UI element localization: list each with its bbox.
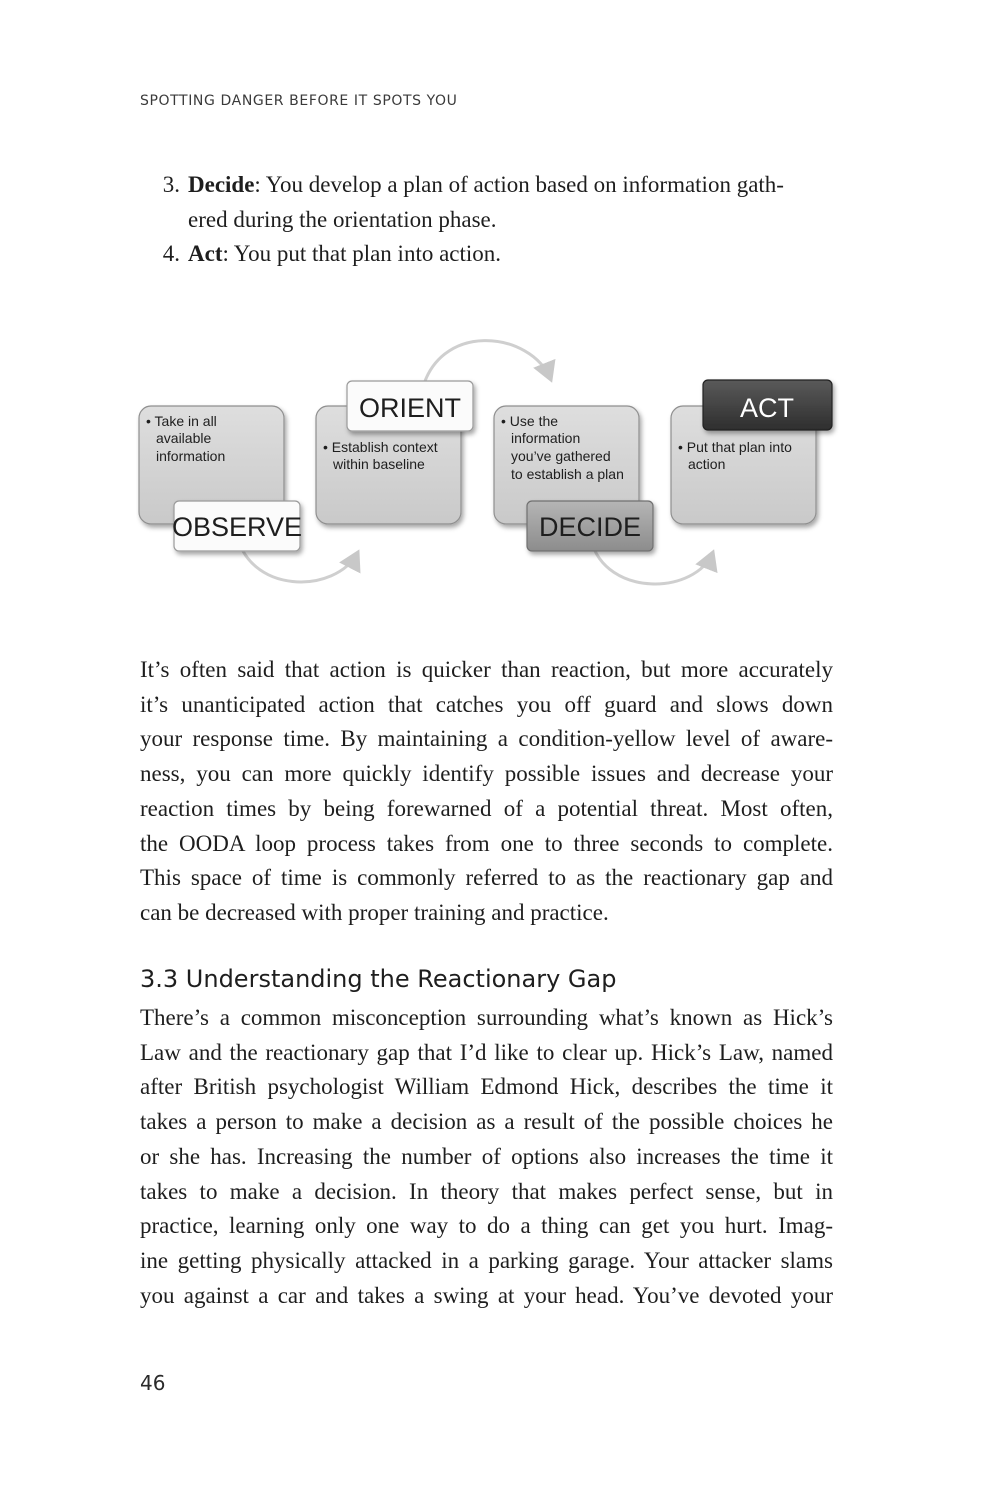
paragraph-line: It’s often said that action is quicker than reaction, but more accurately	[140, 657, 833, 682]
decide-label: DECIDE	[538, 512, 642, 542]
paragraph-line: ness, you can more quickly identify possible issues and decrease your	[140, 761, 833, 787]
paragraph	[140, 653, 833, 931]
paragraph-line: it’s unanticipated action that catches you off guard and slows down	[140, 691, 833, 717]
list-line: ered during the orientation phase.	[188, 206, 497, 232]
decide-block	[494, 406, 653, 551]
decide-bullet-line: you’ve gathered	[511, 448, 611, 464]
observe-bullet-line: available	[156, 430, 212, 446]
running-head: SPOTTING DANGER BEFORE IT SPOTS YOU	[140, 93, 458, 109]
list-line	[188, 237, 840, 272]
orient-bullet-line: • Establish context	[323, 439, 438, 455]
list-item	[140, 168, 840, 237]
list-text: : You put that plan into action.	[222, 241, 502, 266]
decide-bullet-line: information	[511, 430, 581, 446]
paragraph-line: your response time. By maintaining a condition-yellow level of aware-	[140, 726, 833, 752]
observe-block	[139, 406, 302, 551]
numbered-list	[140, 168, 840, 272]
list-term: Decide	[188, 172, 255, 197]
act-block	[671, 380, 832, 524]
act-bullet-line: action	[688, 456, 726, 472]
page-number: 46	[140, 1371, 166, 1395]
paragraph	[140, 1001, 833, 1313]
list-term: Act	[188, 241, 223, 266]
paragraph-line: takes to make a decision. In theory that makes perfect sense, but in	[140, 1178, 833, 1204]
observe-bullet-line: information	[156, 448, 226, 464]
paragraph-line: ine getting physically attacked in a parking garage. Your attacker slams	[140, 1247, 833, 1273]
decide-bullet-line: to establish a plan	[511, 466, 624, 482]
decide-bullet-line: • Use the	[501, 413, 559, 429]
paragraph-line: you against a car and takes a swing at your head. You’ve devoted your	[140, 1282, 833, 1308]
paragraph-line: There’s a common misconception surrounding what’s known as Hick’s	[140, 1005, 833, 1030]
paragraph-line: practice, learning only one way to do a thing can get you hurt. Imag-	[140, 1213, 833, 1239]
act-bullet-line: • Put that plan into	[678, 439, 792, 455]
list-item	[140, 237, 840, 272]
list-number: 3.	[162, 172, 180, 197]
paragraph-line: or she has. Increasing the number of options also increases the time it	[140, 1143, 833, 1169]
observe-label: OBSERVE	[171, 512, 303, 542]
paragraph-line: after British psychologist William Edmond Hick, describes the time it	[140, 1074, 833, 1100]
paragraph-line: takes a person to make a decision as a result of the possible choices he	[140, 1109, 833, 1135]
paragraph-line: the OODA loop process takes from one to three seconds to complete.	[140, 830, 833, 856]
act-label: ACT	[740, 393, 794, 423]
observe-bullet-line: • Take in all	[146, 413, 217, 429]
paragraph-line: can be decreased with proper training and practice.	[140, 899, 609, 925]
list-text: : You develop a plan of action based on information gath-	[254, 172, 784, 197]
section-heading: 3.3 Understanding the Reactionary Gap	[140, 965, 617, 993]
orient-label: ORIENT	[358, 393, 462, 423]
ooda-loop-diagram	[136, 330, 840, 600]
list-number: 4.	[162, 241, 180, 266]
paragraph-line: This space of time is commonly referred to as the reactionary gap and	[140, 865, 833, 891]
paragraph-line: reaction times by being forewarned of a potential threat. Most often,	[140, 795, 833, 821]
paragraph-line: Law and the reactionary gap that I’d like to clear up. Hick’s Law, named	[140, 1039, 833, 1065]
list-line	[188, 168, 840, 203]
orient-bullet-line: within baseline	[333, 456, 425, 472]
orient-block	[316, 381, 473, 524]
